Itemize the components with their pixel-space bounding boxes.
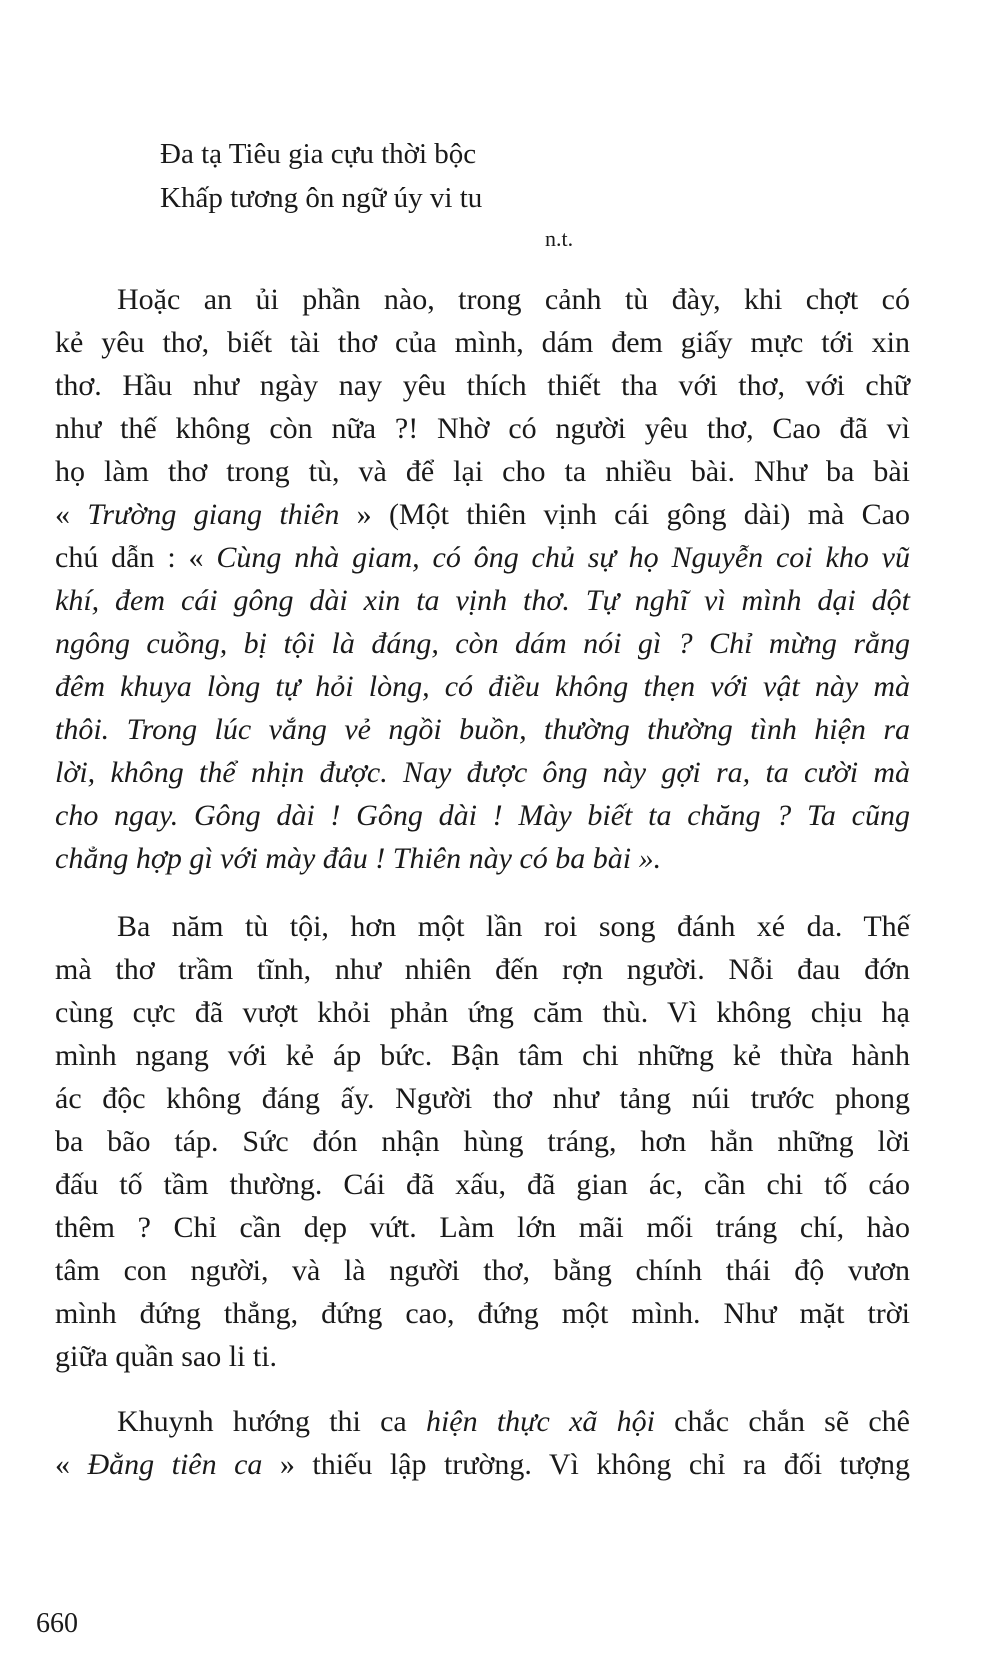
verse-line: Đa tạ Tiêu gia cựu thời bộc [160, 138, 477, 170]
italic-quote-line: ngông cuồng, bị tội là đáng, còn dám nói gì ? Chỉ mừng rằng [55, 627, 910, 660]
text-line: mà thơ trầm tĩnh, như nhiên đến rợn người. Nỗi đau đớn [55, 953, 910, 986]
text-line: ác độc không đáng ấy. Người thơ như tảng núi trước phong [55, 1082, 910, 1115]
italic-title: Trường giang thiên [87, 498, 340, 531]
poem-verse [160, 132, 482, 220]
text-line: cùng cực đã vượt khỏi phản ứng căm thù. Vì không chịu hạ [55, 996, 910, 1029]
text-line [55, 536, 910, 579]
text-line [55, 1400, 910, 1443]
text-run: » thiếu lập trường. Vì không chỉ ra đối tượng [262, 1448, 911, 1481]
text-run: Khuynh hướng thi ca [117, 1405, 426, 1438]
text-line: họ làm thơ trong tù, và để lại cho ta nhiều bài. Như ba bài [55, 455, 910, 488]
italic-quote: Cùng nhà giam, có ông chủ sự họ Nguyễn coi kho vũ [216, 541, 910, 574]
text-line: tâm con người, và là người thơ, bằng chính thái độ vươn [55, 1254, 910, 1287]
text-line: Ba năm tù tội, hơn một lần roi song đánh xé da. Thế [117, 910, 910, 943]
paragraph-3 [55, 1400, 910, 1486]
text-line: thơ. Hầu như ngày nay yêu thích thiết tha với thơ, với chữ [55, 369, 910, 402]
italic-term: hiện thực xã hội [425, 1405, 655, 1438]
text-line: kẻ yêu thơ, biết tài thơ của mình, dám đem giấy mực tới xin [55, 326, 910, 359]
text-line: ba bão táp. Sức đón nhận hùng tráng, hơn hẳn những lời [55, 1125, 910, 1158]
italic-quote-line: chẳng hợp gì với mày đâu ! Thiên này có ba bài ». [55, 842, 662, 875]
italic-quote-line: cho ngay. Gông dài ! Gông dài ! Mày biết ta chăng ? Ta cũng [55, 799, 910, 832]
attribution: n.t. [545, 226, 574, 251]
paragraph-2 [55, 905, 910, 1378]
text-run: chú dẫn : « [55, 541, 217, 574]
text-line [55, 1443, 910, 1486]
text-line: giữa quần sao li ti. [55, 1340, 278, 1373]
italic-title: Đằng tiên ca [87, 1448, 263, 1481]
text-line: mình đứng thẳng, đứng cao, đứng một mình. Như mặt trời [55, 1297, 910, 1330]
text-run: « [55, 498, 88, 531]
text-line: đấu tố tầm thường. Cái đã xấu, đã gian ác, cần chi tố cáo [55, 1168, 910, 1201]
italic-quote-line: thôi. Trong lúc vắng vẻ ngồi buồn, thường thường tình hiện ra [55, 713, 910, 746]
text-line: Hoặc an ủi phần nào, trong cảnh tù đày, khi chợt có [117, 283, 910, 316]
text-line [55, 493, 910, 536]
italic-quote-line: đêm khuya lòng tự hỏi lòng, có điều không thẹn với vật này mà [55, 670, 910, 703]
page-number: 660 [36, 1608, 78, 1639]
text-run: chắc chắn sẽ chê [654, 1405, 910, 1438]
text-line: như thế không còn nữa ?! Nhờ có người yêu thơ, Cao đã vì [55, 412, 910, 445]
italic-quote-line: lời, không thể nhịn được. Nay được ông này gợi ra, ta cười mà [55, 756, 910, 789]
text-run: » (Một thiên vịnh cái gông dài) mà Cao [339, 498, 910, 531]
text-line: mình ngang với kẻ áp bức. Bận tâm chi những kẻ thừa hành [55, 1039, 910, 1072]
verse-line: Khấp tương ôn ngữ úy vi tu [160, 182, 483, 214]
italic-quote-line: khí, đem cái gông dài xin ta vịnh thơ. Tự nghĩ vì mình dại dột [55, 584, 910, 617]
text-line: thêm ? Chỉ cần dẹp vứt. Làm lớn mãi mối tráng chí, hào [55, 1211, 910, 1244]
paragraph-1 [55, 278, 910, 880]
text-run: « [55, 1448, 88, 1481]
